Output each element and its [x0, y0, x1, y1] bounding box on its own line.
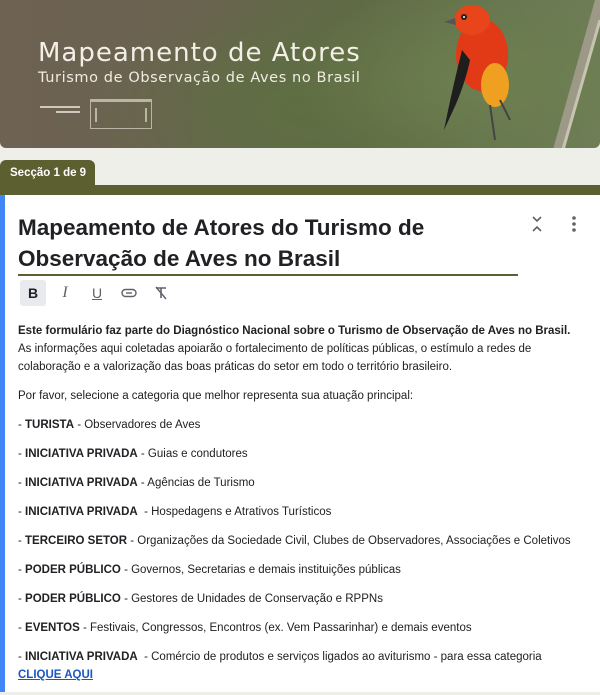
more-options-icon[interactable]	[566, 214, 582, 234]
category-item: - TURISTA - Observadores de Aves	[18, 419, 201, 431]
clear-formatting-button[interactable]	[148, 280, 174, 306]
underline-button[interactable]: U	[91, 285, 103, 301]
bird-image	[400, 0, 600, 148]
prompt-text: Por favor, selecione a categoria que melhor representa sua atuação principal:	[18, 390, 414, 402]
link-icon	[121, 288, 137, 298]
header-banner	[0, 0, 600, 148]
bold-button[interactable]: B	[20, 280, 46, 306]
banner-title: Mapeamento de Atores	[38, 38, 361, 68]
category-item: - PODER PÚBLICO - Governos, Secretarias e demais instituições públicas	[18, 564, 401, 576]
section-bar	[0, 185, 600, 195]
form-description[interactable]	[18, 322, 588, 695]
format-toolbar	[20, 280, 174, 306]
clear-format-icon	[154, 286, 168, 300]
active-card-indicator	[0, 195, 5, 692]
category-item: - TERCEIRO SETOR - Organizações da Sociedade Civil, Clubes de Observadores, Associações e Coletivos	[18, 535, 571, 547]
italic-button[interactable]: I	[62, 284, 68, 301]
click-here-link[interactable]: CLIQUE AQUI	[18, 669, 93, 681]
form-title-input[interactable]: Mapeamento de Atores do Turismo de Observação de Aves no Brasil	[18, 215, 425, 271]
category-item: - INICIATIVA PRIVADA - Guias e condutores	[18, 448, 248, 460]
intro-paragraph: Este formulário faz parte do Diagnóstico Nacional sobre o Turismo de Observação de Aves no Brasil. As informações aqui coletadas apoiarão o fortalecimento de políticas públicas, o estímulo a redes de colaboração e a valorização das boas práticas do setor em todo o território brasileiro.	[18, 325, 571, 373]
ministry-logo	[40, 106, 80, 120]
collapse-section-icon[interactable]	[528, 214, 546, 234]
government-logo	[90, 99, 152, 129]
title-underline	[18, 274, 518, 276]
link-button[interactable]	[116, 280, 142, 306]
category-item: - INICIATIVA PRIVADA - Hospedagens e Atrativos Turísticos	[18, 506, 332, 518]
category-item: - INICIATIVA PRIVADA - Agências de Turismo	[18, 477, 255, 489]
category-item: - EVENTOS - Festivais, Congressos, Encontros (ex. Vem Passarinhar) e demais eventos	[18, 622, 472, 634]
category-item: - PODER PÚBLICO - Gestores de Unidades de Conservação e RPPNs	[18, 593, 383, 605]
section-tab: Secção 1 de 9	[0, 160, 95, 186]
category-item: - INICIATIVA PRIVADA - Comércio de produtos e serviços ligados ao aviturismo - para essa categoria CLIQUE AQUI	[18, 651, 545, 681]
banner-subtitle: Turismo de Observação de Aves no Brasil	[38, 70, 361, 86]
